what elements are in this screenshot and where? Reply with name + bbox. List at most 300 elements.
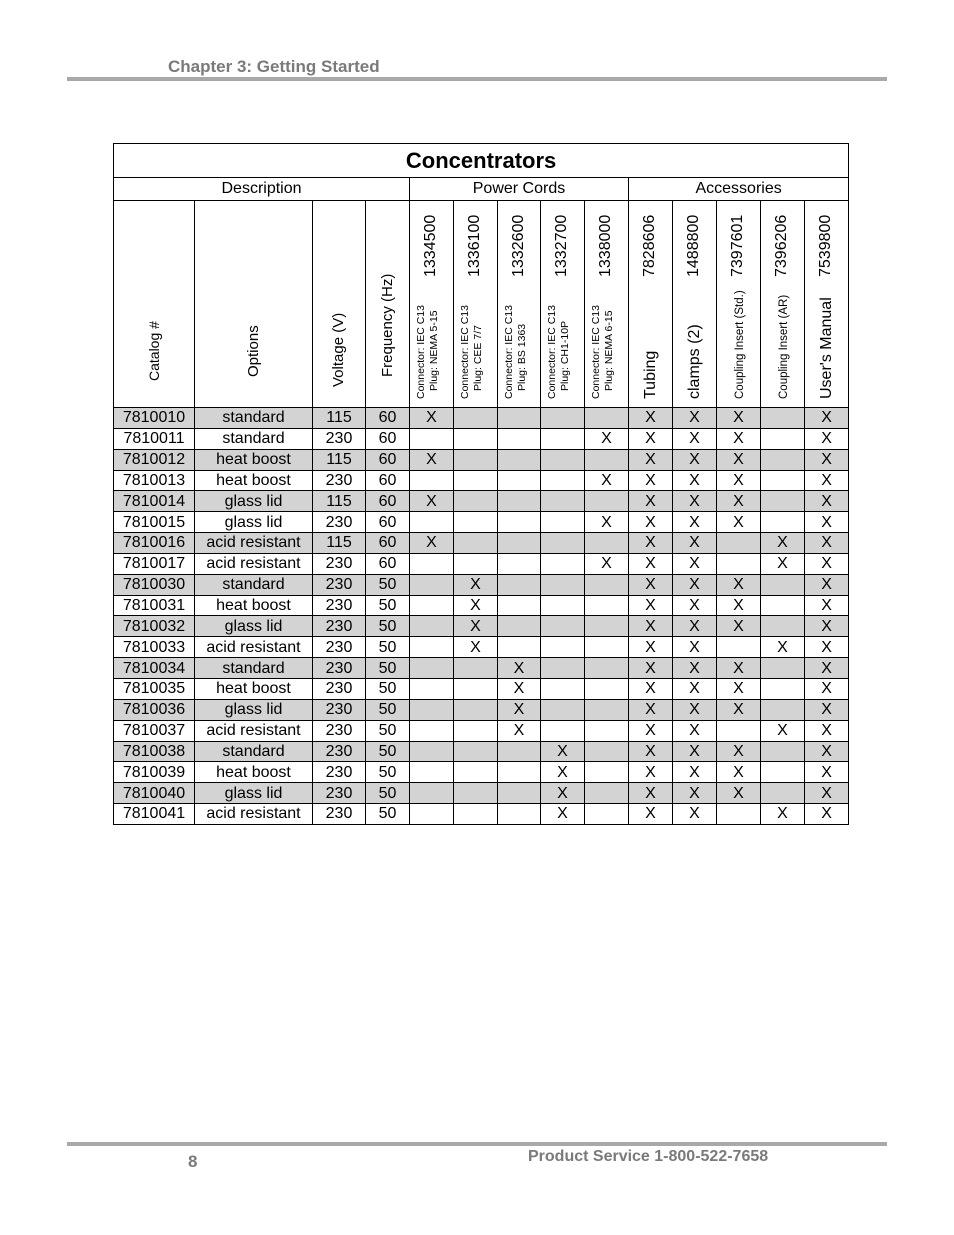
voltage-cell: 115	[313, 408, 366, 429]
mark-cell: X	[717, 512, 761, 533]
table-row	[114, 491, 849, 512]
mark-cell	[585, 616, 629, 637]
power-cord-connector: Connector: IEC C13	[590, 305, 602, 399]
options-cell: heat boost	[195, 470, 313, 491]
mark-cell	[454, 699, 498, 720]
table-row	[114, 741, 849, 762]
accessory-number: 1488800	[685, 214, 702, 277]
mark-cell	[541, 699, 585, 720]
catalog-cell: 7810033	[114, 637, 195, 658]
mark-cell	[454, 678, 498, 699]
mark-cell	[498, 408, 541, 429]
frequency-cell: 50	[366, 741, 410, 762]
table-row	[114, 470, 849, 491]
mark-cell	[585, 741, 629, 762]
mark-cell	[410, 658, 454, 679]
mark-cell: X	[673, 804, 717, 825]
mark-cell	[498, 553, 541, 574]
mark-cell	[585, 762, 629, 783]
power-cord-connector: Connector: IEC C13	[415, 305, 427, 399]
mark-cell	[541, 637, 585, 658]
table-row	[114, 428, 849, 449]
power-cord-plug: Plug: NEMA 5-15	[428, 310, 440, 391]
catalog-cell: 7810014	[114, 491, 195, 512]
mark-cell: X	[805, 533, 849, 554]
column-accessory-1488800	[673, 201, 717, 408]
mark-cell: X	[805, 616, 849, 637]
mark-cell: X	[629, 553, 673, 574]
product-service-phone: Product Service 1-800-522-7658	[528, 1148, 769, 1165]
options-cell: acid resistant	[195, 533, 313, 554]
mark-cell: X	[673, 470, 717, 491]
mark-cell	[761, 699, 805, 720]
mark-cell: X	[717, 449, 761, 470]
mark-cell: X	[673, 491, 717, 512]
mark-cell	[410, 699, 454, 720]
mark-cell: X	[629, 533, 673, 554]
mark-cell: X	[717, 491, 761, 512]
options-cell: heat boost	[195, 678, 313, 699]
accessory-number: 7828606	[641, 214, 658, 277]
table-row	[114, 533, 849, 554]
voltage-cell: 230	[313, 720, 366, 741]
options-cell: acid resistant	[195, 720, 313, 741]
group-power-cords: Power Cords	[410, 178, 629, 201]
frequency-cell: 50	[366, 616, 410, 637]
frequency-cell: 60	[366, 533, 410, 554]
voltage-cell: 230	[313, 678, 366, 699]
mark-cell: X	[541, 741, 585, 762]
mark-cell: X	[629, 741, 673, 762]
power-cord-plug: Plug: CEE 7/7	[472, 325, 484, 391]
power-cord-number: 1332700	[553, 214, 570, 277]
accessory-name: Coupling Insert (AR)	[778, 294, 790, 399]
catalog-header: Catalog #	[146, 321, 162, 381]
mark-cell: X	[629, 762, 673, 783]
mark-cell: X	[805, 491, 849, 512]
mark-cell: X	[629, 408, 673, 429]
mark-cell	[541, 553, 585, 574]
mark-cell: X	[805, 762, 849, 783]
mark-cell	[541, 720, 585, 741]
mark-cell: X	[629, 637, 673, 658]
mark-cell	[761, 470, 805, 491]
mark-cell	[585, 678, 629, 699]
mark-cell	[761, 678, 805, 699]
mark-cell	[585, 783, 629, 804]
options-cell: glass lid	[195, 491, 313, 512]
mark-cell: X	[805, 408, 849, 429]
voltage-header: Voltage (V)	[330, 312, 347, 387]
frequency-cell: 60	[366, 553, 410, 574]
power-cord-number: 1336100	[466, 214, 483, 277]
mark-cell: X	[805, 428, 849, 449]
column-options	[195, 201, 313, 408]
group-accessories: Accessories	[629, 178, 849, 201]
mark-cell	[761, 449, 805, 470]
mark-cell: X	[673, 762, 717, 783]
mark-cell	[454, 741, 498, 762]
catalog-cell: 7810030	[114, 574, 195, 595]
mark-cell	[410, 783, 454, 804]
frequency-cell: 50	[366, 658, 410, 679]
mark-cell: X	[805, 720, 849, 741]
mark-cell	[498, 533, 541, 554]
mark-cell	[585, 595, 629, 616]
mark-cell: X	[805, 804, 849, 825]
column-catalog	[114, 201, 195, 408]
power-cord-plug: Plug: CH1-10P	[559, 320, 571, 391]
mark-cell	[585, 658, 629, 679]
options-cell: heat boost	[195, 595, 313, 616]
mark-cell: X	[805, 595, 849, 616]
mark-cell: X	[761, 553, 805, 574]
power-cord-plug: Plug: NEMA 6-15	[603, 310, 615, 391]
mark-cell: X	[629, 574, 673, 595]
mark-cell	[410, 470, 454, 491]
voltage-cell: 230	[313, 804, 366, 825]
mark-cell	[410, 637, 454, 658]
mark-cell	[585, 637, 629, 658]
page-number: 8	[188, 1152, 198, 1171]
mark-cell	[717, 637, 761, 658]
mark-cell: X	[673, 408, 717, 429]
mark-cell	[498, 783, 541, 804]
mark-cell	[761, 491, 805, 512]
mark-cell: X	[541, 804, 585, 825]
mark-cell: X	[717, 408, 761, 429]
power-cord-number: 1338000	[597, 214, 614, 277]
mark-cell: X	[585, 470, 629, 491]
mark-cell	[761, 783, 805, 804]
table-row	[114, 449, 849, 470]
accessory-number: 7396206	[773, 214, 790, 277]
mark-cell	[761, 658, 805, 679]
mark-cell: X	[805, 553, 849, 574]
table-row	[114, 762, 849, 783]
mark-cell	[410, 428, 454, 449]
mark-cell: X	[805, 699, 849, 720]
frequency-header: Frequency (Hz)	[379, 273, 396, 377]
mark-cell	[498, 574, 541, 595]
table-row	[114, 678, 849, 699]
column-frequency	[366, 201, 410, 408]
catalog-cell: 7810010	[114, 408, 195, 429]
mark-cell: X	[805, 470, 849, 491]
mark-cell: X	[761, 637, 805, 658]
mark-cell: X	[805, 783, 849, 804]
mark-cell: X	[629, 678, 673, 699]
mark-cell: X	[629, 720, 673, 741]
frequency-cell: 60	[366, 408, 410, 429]
voltage-cell: 230	[313, 658, 366, 679]
voltage-cell: 230	[313, 512, 366, 533]
table-row	[114, 658, 849, 679]
mark-cell	[454, 428, 498, 449]
table-row	[114, 553, 849, 574]
accessory-name: User's Manual	[818, 297, 835, 399]
accessory-name: Tubing	[642, 350, 659, 399]
mark-cell	[761, 616, 805, 637]
mark-cell: X	[805, 678, 849, 699]
column-power-cord-1332700	[541, 201, 585, 408]
catalog-cell: 7810011	[114, 428, 195, 449]
chapter-heading: Chapter 3: Getting Started	[168, 57, 380, 76]
mark-cell	[498, 804, 541, 825]
mark-cell	[410, 720, 454, 741]
mark-cell	[498, 428, 541, 449]
frequency-cell: 50	[366, 574, 410, 595]
mark-cell	[454, 491, 498, 512]
mark-cell	[454, 553, 498, 574]
voltage-cell: 115	[313, 533, 366, 554]
mark-cell	[410, 678, 454, 699]
mark-cell: X	[629, 783, 673, 804]
mark-cell	[717, 720, 761, 741]
frequency-cell: 50	[366, 637, 410, 658]
mark-cell	[761, 428, 805, 449]
mark-cell: X	[673, 574, 717, 595]
power-cord-connector: Connector: IEC C13	[546, 305, 558, 399]
mark-cell	[585, 533, 629, 554]
table-row	[114, 720, 849, 741]
mark-cell: X	[454, 616, 498, 637]
table-row	[114, 699, 849, 720]
mark-cell	[541, 428, 585, 449]
mark-cell	[454, 449, 498, 470]
mark-cell	[541, 658, 585, 679]
column-power-cord-1332600	[498, 201, 541, 408]
column-accessory-7828606	[629, 201, 673, 408]
power-cord-number: 1334500	[422, 214, 439, 277]
table-row	[114, 512, 849, 533]
mark-cell	[454, 804, 498, 825]
mark-cell	[498, 762, 541, 783]
mark-cell: X	[673, 428, 717, 449]
voltage-cell: 230	[313, 553, 366, 574]
catalog-cell: 7810013	[114, 470, 195, 491]
mark-cell: X	[805, 449, 849, 470]
mark-cell	[410, 616, 454, 637]
mark-cell: X	[629, 512, 673, 533]
mark-cell	[541, 595, 585, 616]
options-cell: acid resistant	[195, 804, 313, 825]
mark-cell	[585, 574, 629, 595]
catalog-cell: 7810017	[114, 553, 195, 574]
voltage-cell: 115	[313, 491, 366, 512]
table-title: Concentrators	[114, 144, 849, 178]
table-row	[114, 408, 849, 429]
header-rule	[67, 77, 887, 81]
mark-cell: X	[673, 720, 717, 741]
accessory-name: Coupling Insert (Std.)	[734, 290, 746, 399]
catalog-cell: 7810040	[114, 783, 195, 804]
mark-cell: X	[717, 741, 761, 762]
mark-cell: X	[717, 470, 761, 491]
table-row	[114, 574, 849, 595]
mark-cell	[541, 491, 585, 512]
voltage-cell: 230	[313, 699, 366, 720]
mark-cell: X	[629, 595, 673, 616]
power-cord-plug: Plug: BS 1363	[516, 323, 528, 391]
mark-cell: X	[717, 783, 761, 804]
mark-cell	[454, 470, 498, 491]
mark-cell: X	[717, 595, 761, 616]
mark-cell	[498, 637, 541, 658]
options-cell: glass lid	[195, 783, 313, 804]
mark-cell	[541, 574, 585, 595]
mark-cell: X	[629, 491, 673, 512]
mark-cell: X	[454, 574, 498, 595]
mark-cell	[717, 804, 761, 825]
mark-cell	[498, 512, 541, 533]
catalog-cell: 7810016	[114, 533, 195, 554]
options-cell: glass lid	[195, 699, 313, 720]
voltage-cell: 115	[313, 449, 366, 470]
power-cord-connector: Connector: IEC C13	[459, 305, 471, 399]
voltage-cell: 230	[313, 595, 366, 616]
frequency-cell: 60	[366, 449, 410, 470]
catalog-cell: 7810037	[114, 720, 195, 741]
mark-cell	[761, 574, 805, 595]
voltage-cell: 230	[313, 783, 366, 804]
mark-cell: X	[761, 720, 805, 741]
options-cell: standard	[195, 741, 313, 762]
mark-cell	[498, 595, 541, 616]
mark-cell: X	[673, 658, 717, 679]
mark-cell: X	[717, 762, 761, 783]
mark-cell	[585, 720, 629, 741]
catalog-cell: 7810034	[114, 658, 195, 679]
mark-cell	[761, 741, 805, 762]
mark-cell	[541, 533, 585, 554]
footer-rule	[67, 1142, 887, 1146]
mark-cell: X	[454, 595, 498, 616]
mark-cell: X	[673, 512, 717, 533]
column-voltage	[313, 201, 366, 408]
frequency-cell: 50	[366, 720, 410, 741]
mark-cell: X	[498, 678, 541, 699]
table-row	[114, 783, 849, 804]
mark-cell: X	[805, 658, 849, 679]
catalog-cell: 7810036	[114, 699, 195, 720]
column-accessory-7396206	[761, 201, 805, 408]
catalog-cell: 7810015	[114, 512, 195, 533]
mark-cell: X	[541, 762, 585, 783]
mark-cell	[585, 699, 629, 720]
concentrators-table	[113, 143, 849, 825]
mark-cell	[454, 720, 498, 741]
voltage-cell: 230	[313, 574, 366, 595]
voltage-cell: 230	[313, 741, 366, 762]
mark-cell	[761, 512, 805, 533]
mark-cell: X	[673, 699, 717, 720]
frequency-cell: 50	[366, 804, 410, 825]
frequency-cell: 50	[366, 783, 410, 804]
voltage-cell: 230	[313, 470, 366, 491]
mark-cell: X	[761, 533, 805, 554]
mark-cell: X	[629, 470, 673, 491]
mark-cell: X	[805, 512, 849, 533]
mark-cell	[410, 804, 454, 825]
mark-cell	[761, 595, 805, 616]
mark-cell	[585, 491, 629, 512]
mark-cell	[541, 449, 585, 470]
table-row	[114, 595, 849, 616]
mark-cell: X	[541, 783, 585, 804]
mark-cell	[454, 762, 498, 783]
mark-cell: X	[761, 804, 805, 825]
table-row	[114, 804, 849, 825]
mark-cell	[717, 553, 761, 574]
mark-cell: X	[410, 533, 454, 554]
mark-cell: X	[629, 449, 673, 470]
options-cell: standard	[195, 428, 313, 449]
column-accessory-7539800	[805, 201, 849, 408]
mark-cell: X	[673, 553, 717, 574]
mark-cell: X	[673, 533, 717, 554]
frequency-cell: 60	[366, 428, 410, 449]
mark-cell	[541, 470, 585, 491]
options-cell: acid resistant	[195, 553, 313, 574]
options-cell: standard	[195, 658, 313, 679]
mark-cell	[410, 762, 454, 783]
mark-cell	[410, 512, 454, 533]
options-cell: acid resistant	[195, 637, 313, 658]
mark-cell: X	[410, 491, 454, 512]
mark-cell: X	[673, 595, 717, 616]
mark-cell: X	[805, 741, 849, 762]
mark-cell: X	[717, 428, 761, 449]
catalog-cell: 7810038	[114, 741, 195, 762]
group-description: Description	[114, 178, 410, 201]
catalog-cell: 7810035	[114, 678, 195, 699]
mark-cell	[410, 595, 454, 616]
catalog-cell: 7810039	[114, 762, 195, 783]
table-row	[114, 637, 849, 658]
mark-cell	[498, 741, 541, 762]
frequency-cell: 50	[366, 595, 410, 616]
mark-cell: X	[498, 699, 541, 720]
options-cell: standard	[195, 574, 313, 595]
mark-cell: X	[805, 574, 849, 595]
column-accessory-7397601	[717, 201, 761, 408]
column-header-row	[114, 201, 849, 408]
mark-cell: X	[717, 574, 761, 595]
catalog-cell: 7810031	[114, 595, 195, 616]
mark-cell	[498, 470, 541, 491]
mark-cell	[410, 574, 454, 595]
mark-cell	[410, 741, 454, 762]
mark-cell	[585, 804, 629, 825]
mark-cell	[454, 512, 498, 533]
mark-cell: X	[410, 449, 454, 470]
mark-cell	[454, 533, 498, 554]
mark-cell	[541, 678, 585, 699]
catalog-cell: 7810012	[114, 449, 195, 470]
mark-cell	[454, 783, 498, 804]
frequency-cell: 50	[366, 762, 410, 783]
mark-cell	[410, 553, 454, 574]
accessory-name: clamps (2)	[686, 324, 703, 399]
table-row	[114, 616, 849, 637]
mark-cell: X	[717, 658, 761, 679]
options-cell: heat boost	[195, 762, 313, 783]
voltage-cell: 230	[313, 762, 366, 783]
frequency-cell: 50	[366, 699, 410, 720]
options-cell: heat boost	[195, 449, 313, 470]
power-cord-number: 1332600	[510, 214, 527, 277]
